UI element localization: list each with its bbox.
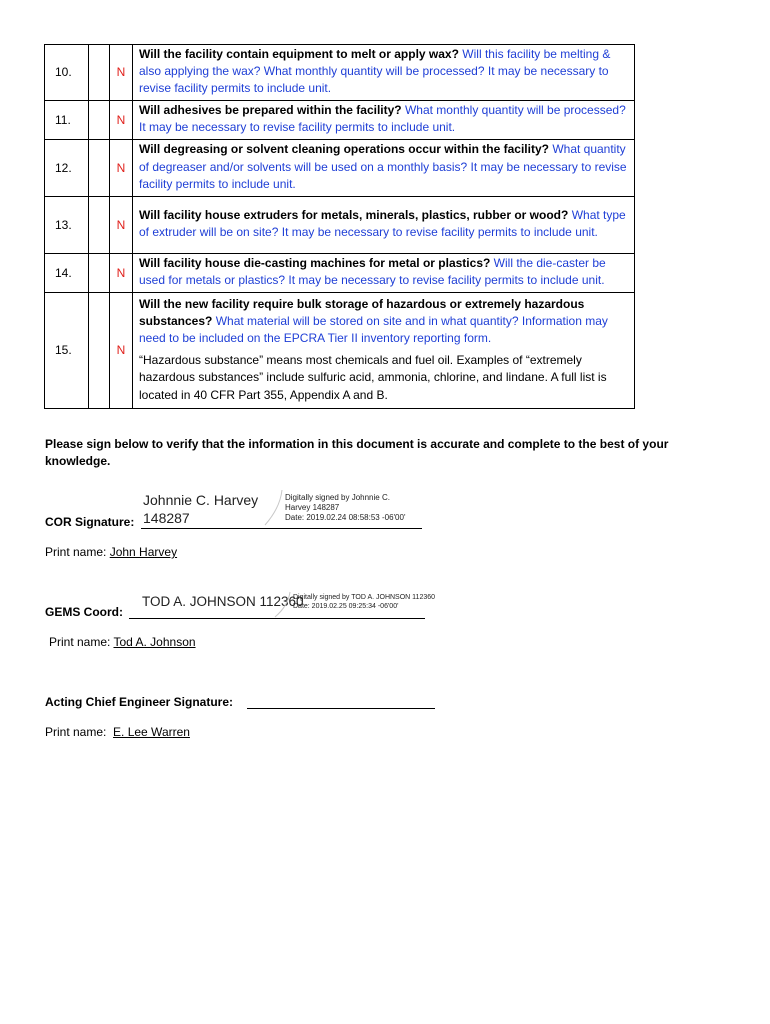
question-note: What monthly quantity will be processed? It may be necessary to revise facility permits to include unit. (139, 102, 626, 135)
row-number: 12. (45, 139, 89, 196)
table-row (45, 196, 635, 253)
question-paragraph (139, 207, 630, 241)
gems-stamp-line: Date: 2019.02.25 09:25:34 -06'00' (293, 603, 399, 610)
cor-stamp-line: Digitally signed by Johnnie C. (285, 493, 390, 502)
cor-signature-name: Johnnie C. Harvey (143, 492, 259, 508)
row-answer: N (110, 45, 133, 101)
row-answer: N (110, 100, 133, 139)
row-number: 14. (45, 253, 89, 292)
question-paragraph (139, 255, 630, 289)
questions-table-body (45, 45, 635, 409)
row-blank-cell (89, 139, 110, 196)
row-blank-cell (89, 196, 110, 253)
print-name-label: Print name: (49, 635, 111, 649)
question-note: Will the die-caster be used for metals or plastics? It may be necessary to revise facility permits to include unit. (139, 255, 606, 288)
chief-print-name (45, 725, 190, 739)
chief-signature-line[interactable] (247, 708, 435, 709)
gems-signature-label: GEMS Coord: (45, 605, 123, 619)
row-question-text (133, 45, 635, 101)
question-label: Will the facility contain equipment to melt or apply wax? (139, 47, 459, 61)
question-note: What quantity of degreaser and/or solvents will be used on a monthly basis? It may be necessary to revise facility permits to include unit. (139, 142, 627, 191)
print-name-label: Print name: (45, 545, 107, 559)
gems-signature-name: TOD A. JOHNSON 112360 (142, 594, 304, 609)
row-blank-cell (89, 253, 110, 292)
chief-signature-label: Acting Chief Engineer Signature: (45, 695, 234, 709)
cor-signature-line[interactable] (141, 528, 422, 529)
question-note: What type of extruder will be on site? It may be necessary to revise facility permits to include unit. (139, 207, 626, 240)
print-name-label: Print name: (45, 725, 107, 739)
gems-digital-stamp (293, 593, 435, 611)
table-row (45, 45, 635, 101)
question-paragraph (139, 296, 630, 348)
cor-stamp-line: Harvey 148287 (285, 503, 340, 512)
row-number: 11. (45, 100, 89, 139)
row-question-text (133, 292, 635, 408)
question-label: Will facility house die-casting machines for metal or plastics? (139, 255, 491, 270)
row-blank-cell (89, 100, 110, 139)
verify-statement: Please sign below to verify that the information in this document is accurate and complete to the best of your knowledge. (45, 437, 669, 468)
cor-signature-id: 148287 (143, 510, 190, 526)
questions-table (44, 44, 635, 409)
gems-print-name-value: Tod A. Johnson (113, 635, 196, 649)
question-label: Will the new facility require bulk storage of hazardous or extremely hazardous substances? (139, 296, 585, 328)
cor-print-name (45, 545, 177, 559)
gems-stamp-line: Digitally signed by TOD A. JOHNSON 112360 (293, 594, 436, 601)
row-number: 10. (45, 45, 89, 101)
table-row (45, 292, 635, 408)
row-number: 15. (45, 292, 89, 408)
question-label: Will facility house extruders for metals, minerals, plastics, rubber or wood? (139, 207, 569, 222)
row-question-text (133, 100, 635, 139)
question-paragraph (139, 102, 630, 136)
question-paragraph (139, 46, 630, 98)
row-question-text (133, 253, 635, 292)
row-question-text (133, 139, 635, 196)
table-row (45, 253, 635, 292)
row-answer: N (110, 139, 133, 196)
row-blank-cell (89, 45, 110, 101)
signature-divider-slash (272, 590, 294, 620)
question-note: Will this facility be melting & also applying the wax? What monthly quantity will be processed? It may be necessary to revise facility permits to include unit. (139, 47, 611, 96)
gems-print-name (49, 635, 196, 649)
question-extra-note: “Hazardous substance” means most chemicals and fuel oil. Examples of “extremely hazardous substances” include sulfuric acid, ammonia, chlorine, and lindane. A full list is located in 40 CFR Part 355, Appendix A and B. (139, 353, 607, 402)
cor-signature-label: COR Signature: (45, 515, 135, 529)
cor-digital-stamp (285, 493, 405, 523)
question-label: Will degreasing or solvent cleaning operations occur within the facility? (139, 142, 549, 157)
row-number: 13. (45, 196, 89, 253)
question-label: Will adhesives be prepared within the facility? (139, 102, 402, 117)
cor-print-name-value: John Harvey (109, 545, 178, 559)
table-row (45, 100, 635, 139)
row-question-text (133, 196, 635, 253)
chief-print-name-value: E. Lee Warren (113, 725, 190, 739)
table-row (45, 139, 635, 196)
row-answer: N (110, 253, 133, 292)
row-answer: N (110, 292, 133, 408)
gems-signature-line[interactable] (129, 618, 425, 619)
cor-stamp-line: Date: 2019.02.24 08:58:53 -06'00' (285, 513, 406, 522)
question-paragraph (139, 141, 630, 193)
row-blank-cell (89, 292, 110, 408)
question-note: What material will be stored on site and in what quantity? Information may need to be included on the EPCRA Tier II inventory reporting form. (139, 313, 608, 345)
row-answer: N (110, 196, 133, 253)
signature-divider-slash (262, 488, 286, 528)
